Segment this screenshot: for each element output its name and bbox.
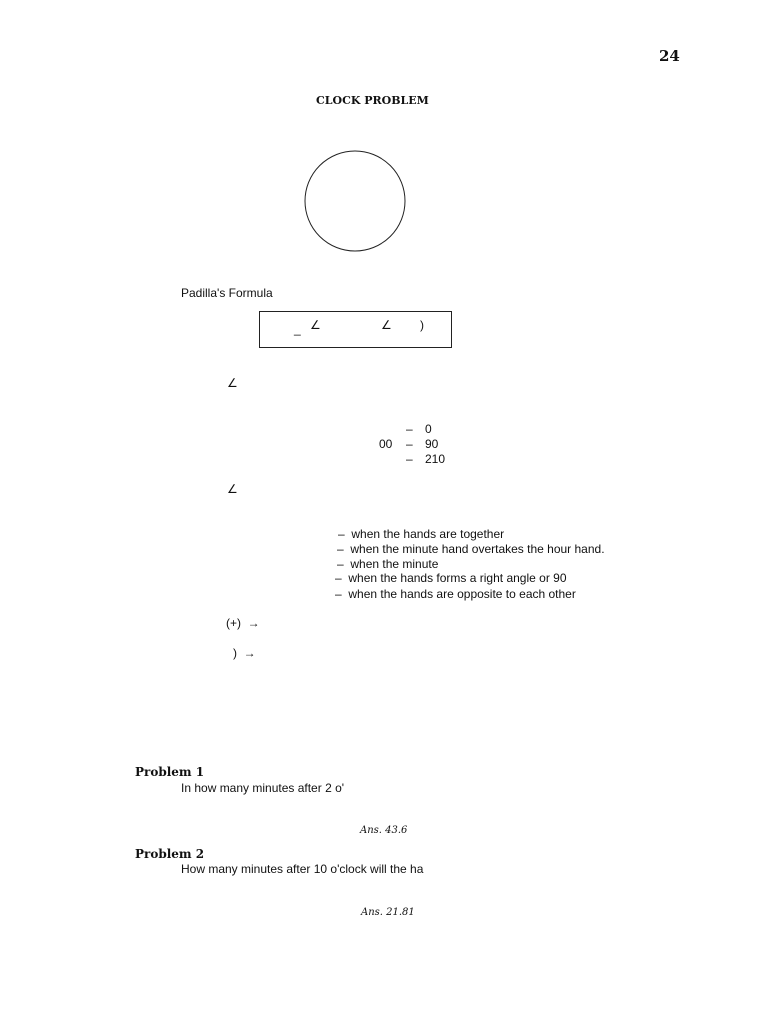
formula-box bbox=[259, 311, 452, 348]
condition-text: when the hands are together bbox=[351, 527, 505, 541]
condition-item bbox=[338, 527, 504, 542]
position-value: 0 bbox=[425, 422, 432, 436]
dash: – bbox=[406, 452, 413, 466]
plus-label: (+) bbox=[226, 616, 241, 630]
answer: Ans. 21.81 bbox=[361, 907, 415, 918]
formula-paren: ) bbox=[420, 318, 424, 332]
problem-text: In how many minutes after 2 o' bbox=[181, 781, 345, 795]
dash: – bbox=[335, 587, 342, 601]
position-prefix: 00 bbox=[379, 437, 393, 451]
condition-text: when the minute bbox=[350, 557, 439, 571]
minus-label: ) bbox=[233, 646, 237, 660]
condition-text: when the hands forms a right angle or 90 bbox=[348, 571, 567, 585]
problem-label: Problem 1 bbox=[135, 765, 205, 779]
arrow-icon: → bbox=[247, 616, 260, 630]
answer: Ans. 43.6 bbox=[360, 825, 408, 836]
arrow-icon: → bbox=[243, 646, 256, 660]
problem-label: Problem 2 bbox=[135, 847, 205, 861]
position-value: 210 bbox=[425, 452, 446, 466]
dash: – bbox=[338, 527, 345, 541]
sign-rule-minus bbox=[233, 646, 256, 661]
position-value: 90 bbox=[425, 437, 439, 451]
dash: – bbox=[337, 542, 344, 556]
sign-rule-plus bbox=[226, 616, 260, 631]
condition-item bbox=[335, 571, 567, 586]
formula-fragment: _ bbox=[294, 322, 301, 336]
page-title: CLOCK PROBLEM bbox=[316, 94, 429, 107]
dash: – bbox=[406, 422, 413, 436]
dash: – bbox=[337, 557, 344, 571]
clock-circle-diagram bbox=[304, 150, 406, 252]
condition-item bbox=[337, 557, 438, 572]
dash: – bbox=[335, 571, 342, 585]
formula-angle-symbol: ∠ bbox=[310, 318, 321, 332]
problem-text: How many minutes after 10 o'clock will the ha bbox=[181, 862, 424, 876]
condition-item bbox=[335, 587, 576, 602]
formula-angle-symbol: ∠ bbox=[381, 318, 392, 332]
dash: – bbox=[406, 437, 413, 451]
condition-text: when the hands are opposite to each other bbox=[348, 587, 576, 601]
angle-symbol: ∠ bbox=[227, 482, 238, 496]
condition-item bbox=[337, 542, 605, 557]
formula-heading: Padilla's Formula bbox=[181, 286, 273, 300]
angle-symbol: ∠ bbox=[227, 376, 238, 390]
page-number: 24 bbox=[659, 47, 680, 65]
condition-text: when the minute hand overtakes the hour hand. bbox=[350, 542, 605, 556]
